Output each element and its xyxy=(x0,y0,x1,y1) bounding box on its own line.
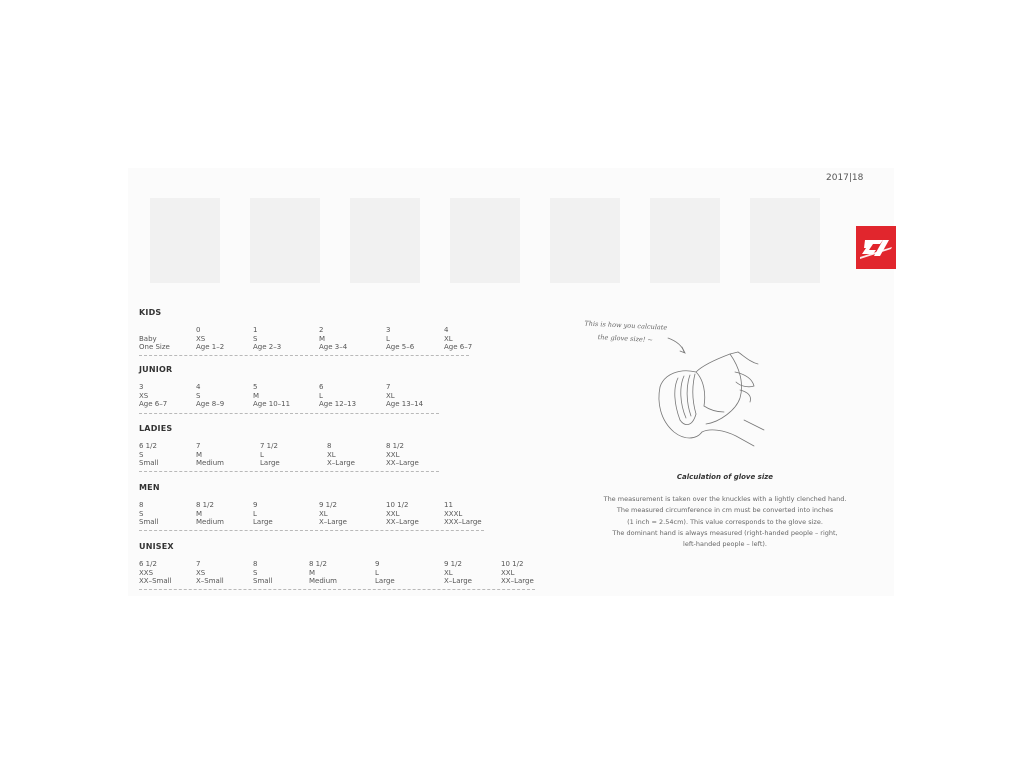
size-cell xyxy=(253,501,273,527)
size-number: 7 xyxy=(196,560,201,568)
size-number: 5 xyxy=(253,383,258,391)
size-code: XXL xyxy=(386,509,400,518)
size-code: XL xyxy=(444,568,453,577)
section-title-unisex: UNISEX xyxy=(139,542,174,551)
size-cell xyxy=(309,560,337,586)
section-divider xyxy=(139,355,469,356)
note-line-2: the glove size! ~ xyxy=(597,333,654,344)
size-cell xyxy=(319,501,347,527)
size-number: 3 xyxy=(386,326,391,334)
size-code: S xyxy=(139,509,144,518)
hand-measurement-illustration xyxy=(640,332,770,452)
size-number: 7 xyxy=(196,442,201,450)
size-cell xyxy=(196,383,224,409)
size-cell xyxy=(375,560,395,586)
size-number: 0 xyxy=(196,326,201,334)
size-cell xyxy=(196,326,224,352)
size-code: XS xyxy=(196,568,206,577)
calculation-line: The measurement is taken over the knuckles with a lightly clenched hand. xyxy=(603,495,847,503)
size-number: 6 xyxy=(319,383,324,391)
size-code: S xyxy=(253,568,258,577)
size-cell xyxy=(196,560,224,586)
size-code: XL xyxy=(327,450,336,459)
size-cell xyxy=(386,383,423,409)
size-number: 10 1/2 xyxy=(386,501,409,509)
size-label: One Size xyxy=(139,343,170,351)
size-code: XL xyxy=(319,509,328,518)
size-cell xyxy=(139,383,167,409)
size-number: 11 xyxy=(444,501,453,509)
size-number: 4 xyxy=(196,383,201,391)
size-label: XX–Large xyxy=(386,459,419,467)
section-title-ladies: LADIES xyxy=(139,424,173,433)
size-number: 10 1/2 xyxy=(501,560,524,568)
size-cell xyxy=(253,326,281,352)
calculation-line: (1 inch = 2.54cm). This value corresponds to the glove size. xyxy=(627,517,823,526)
size-number: 9 xyxy=(253,501,258,509)
size-cell xyxy=(386,442,419,468)
size-cell xyxy=(253,383,290,409)
size-code: M xyxy=(319,334,326,343)
size-cell xyxy=(196,442,224,468)
section-title-kids: KIDS xyxy=(139,308,162,317)
size-label: Medium xyxy=(196,459,224,467)
size-code: L xyxy=(375,568,379,577)
size-label: Age 10–11 xyxy=(253,400,291,408)
size-number xyxy=(139,326,170,335)
size-code: XL xyxy=(444,334,453,343)
size-cell xyxy=(139,442,158,468)
size-cell xyxy=(139,326,170,352)
size-number: 3 xyxy=(139,383,144,391)
section-divider xyxy=(139,530,484,531)
size-number: 6 1/2 xyxy=(139,560,157,568)
size-cell xyxy=(444,560,472,586)
size-label: Age 1–2 xyxy=(196,343,225,351)
size-number: 8 xyxy=(139,501,144,509)
section-title-junior: JUNIOR xyxy=(139,365,173,374)
size-cell xyxy=(444,326,472,352)
size-number: 8 1/2 xyxy=(196,501,214,509)
size-code: XXXL xyxy=(444,509,463,518)
size-label: Small xyxy=(139,459,159,467)
size-cell xyxy=(386,501,419,527)
note-line-1: This is how you calculate xyxy=(584,319,668,332)
size-number: 8 xyxy=(253,560,258,568)
size-code: M xyxy=(196,509,203,518)
size-code: S xyxy=(139,450,144,459)
size-code: L xyxy=(253,509,257,518)
size-number: 8 1/2 xyxy=(386,442,404,450)
size-label: Large xyxy=(253,518,273,526)
size-label: Age 12–13 xyxy=(319,400,357,408)
size-number: 2 xyxy=(319,326,324,334)
size-number: 7 xyxy=(386,383,391,391)
size-cell xyxy=(196,501,224,527)
size-label: Age 6–7 xyxy=(444,343,473,351)
size-cell xyxy=(319,326,347,352)
size-code: M xyxy=(309,568,316,577)
size-label: XXX–Large xyxy=(444,518,482,526)
size-cell xyxy=(139,560,172,586)
size-label: XX–Small xyxy=(139,577,172,585)
calculation-description xyxy=(585,494,865,550)
size-code: L xyxy=(319,391,323,400)
size-code: XXS xyxy=(139,568,154,577)
size-label: Age 6–7 xyxy=(139,400,168,408)
size-number: 4 xyxy=(444,326,449,334)
size-number: 8 1/2 xyxy=(309,560,327,568)
section-title-men: MEN xyxy=(139,483,160,492)
size-cell xyxy=(139,501,158,527)
size-label: X–Large xyxy=(319,518,347,526)
size-code: XL xyxy=(386,391,395,400)
size-number: 9 xyxy=(375,560,380,568)
size-code: S xyxy=(253,334,258,343)
size-number: 9 1/2 xyxy=(444,560,462,568)
size-cell xyxy=(253,560,272,586)
size-label: X–Large xyxy=(327,459,355,467)
size-cell xyxy=(501,560,534,586)
size-cell xyxy=(319,383,356,409)
size-label: Age 2–3 xyxy=(253,343,282,351)
calculation-line: The dominant hand is always measured (right-handed people – right, xyxy=(612,528,838,537)
size-label: Age 3–4 xyxy=(319,343,348,351)
brand-logo xyxy=(856,226,896,269)
calculation-line: left-handed people – left). xyxy=(683,540,767,549)
size-label: Large xyxy=(260,459,280,467)
size-cell xyxy=(260,442,280,468)
size-label: Medium xyxy=(309,577,337,585)
section-divider xyxy=(139,471,439,472)
size-code: L xyxy=(260,450,264,459)
size-code: S xyxy=(196,391,201,400)
size-label: X–Small xyxy=(196,577,224,585)
size-code: L xyxy=(386,334,390,343)
size-label: Age 13–14 xyxy=(386,400,424,408)
section-divider xyxy=(139,413,439,414)
size-number: 9 1/2 xyxy=(319,501,337,509)
size-code: XS xyxy=(196,334,206,343)
calculation-line: The measured circumference in cm must be converted into inches xyxy=(616,506,834,515)
size-cell xyxy=(444,501,482,527)
size-label: XX–Large xyxy=(386,518,419,526)
size-cell xyxy=(386,326,414,352)
size-code: XXL xyxy=(386,450,400,459)
size-code: XXL xyxy=(501,568,515,577)
section-divider xyxy=(139,589,535,590)
size-code: M xyxy=(253,391,260,400)
size-label: X–Large xyxy=(444,577,472,585)
size-number: 7 1/2 xyxy=(260,442,278,450)
size-code: M xyxy=(196,450,203,459)
size-label: Medium xyxy=(196,518,224,526)
size-number: 6 1/2 xyxy=(139,442,157,450)
size-label: XX–Large xyxy=(501,577,534,585)
size-label: Small xyxy=(253,577,273,585)
catalog-year: 2017|18 xyxy=(826,173,864,183)
size-label: Age 5–6 xyxy=(386,343,415,351)
size-code: Baby xyxy=(139,334,157,343)
size-cell xyxy=(327,442,355,468)
size-label: Age 8–9 xyxy=(196,400,225,408)
calculation-title: Calculation of glove size xyxy=(676,473,774,481)
size-number: 1 xyxy=(253,326,258,334)
size-label: Small xyxy=(139,518,159,526)
size-label: Large xyxy=(375,577,395,585)
size-number: 8 xyxy=(327,442,332,450)
background-watermark xyxy=(140,178,830,293)
size-code: XS xyxy=(139,391,149,400)
